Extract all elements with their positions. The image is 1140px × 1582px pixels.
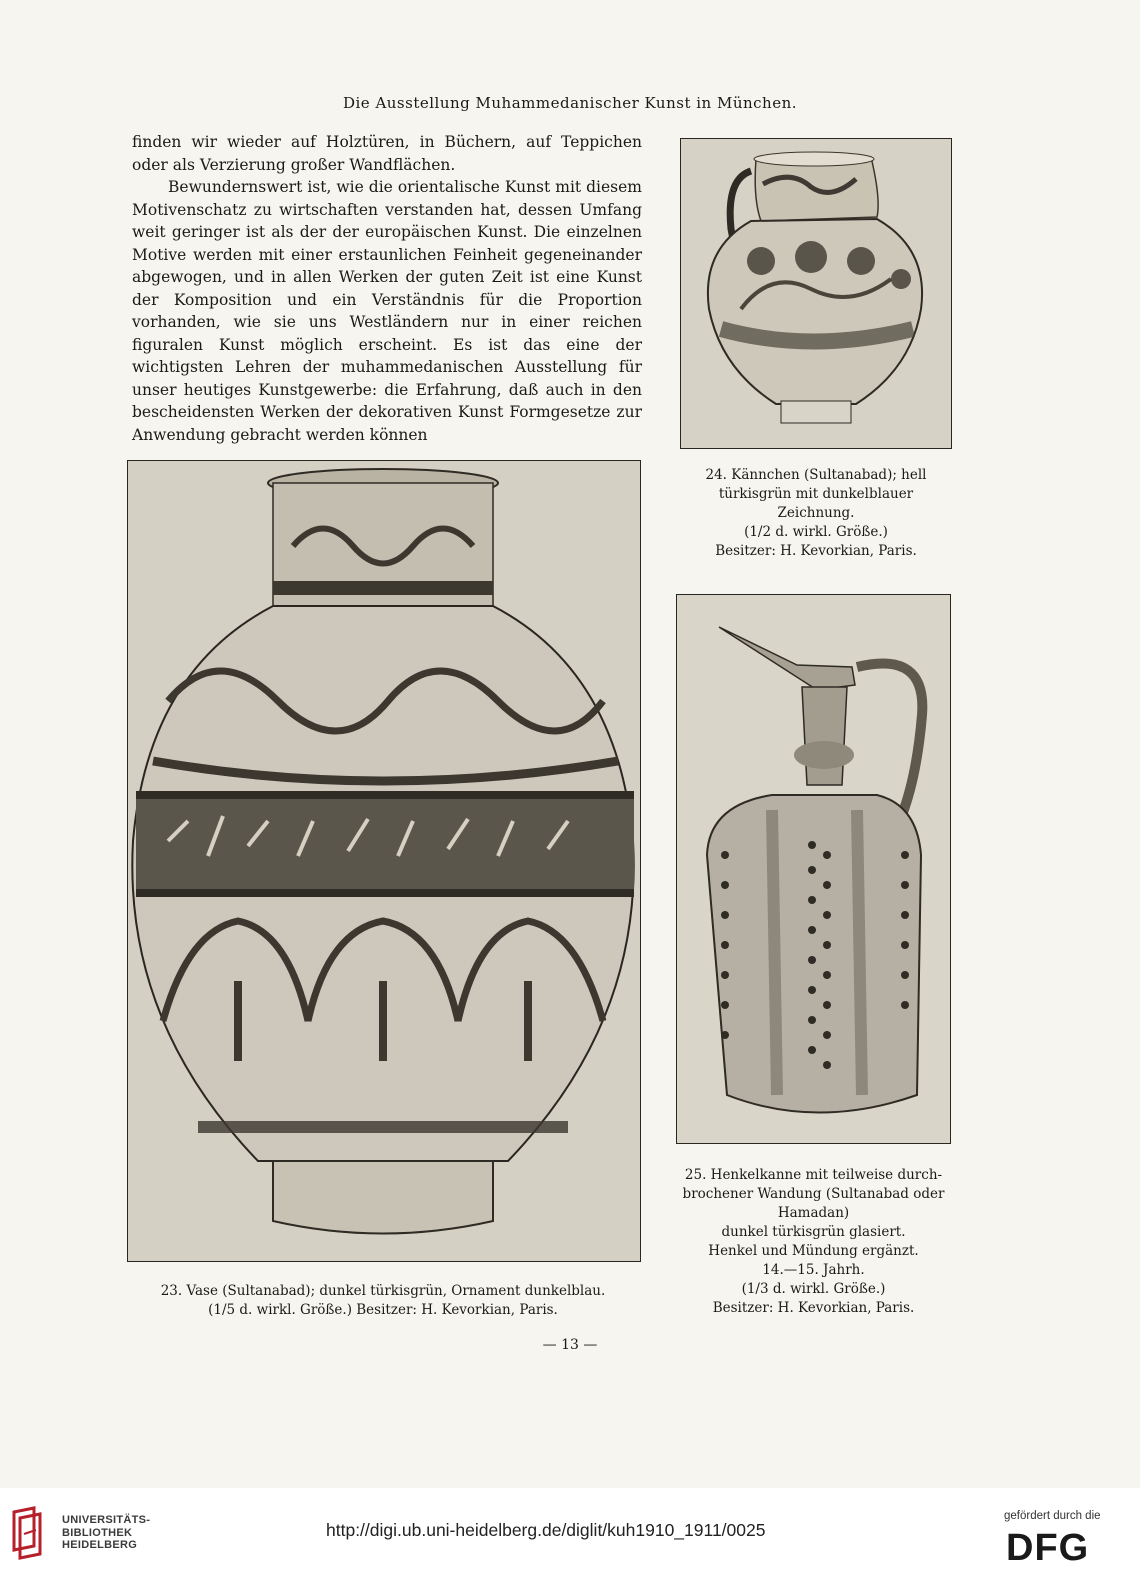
page-number: — 13 — — [542, 1337, 598, 1353]
caption-line: Hamadan) — [777, 1205, 850, 1221]
caption-line: (1/5 d. wirkl. Größe.) Besitzer: H. Kevorkian, Paris. — [208, 1302, 558, 1318]
caption-line: 14.—15. Jahrh. — [762, 1262, 865, 1278]
body-text — [132, 131, 642, 446]
paragraph-1: finden wir wieder auf Holztüren, in Büchern, auf Teppichen oder als Verzierung großer Wandflächen. — [132, 133, 642, 174]
caption-line: 25. Henkelkanne mit teilweise durch- — [684, 1167, 943, 1183]
university-library-logo-icon[interactable] — [12, 1506, 44, 1566]
institution-name[interactable] — [62, 1514, 150, 1552]
figure-24-caption — [680, 466, 952, 561]
ewer-illustration — [677, 595, 950, 1143]
running-header — [0, 94, 1140, 112]
caption-line: dunkel türkisgrün glasiert. — [721, 1224, 906, 1240]
caption-line: brochener Wandung (Sultanabad oder — [682, 1186, 945, 1202]
figure-25-caption — [676, 1166, 951, 1318]
caption-line: Besitzer: H. Kevorkian, Paris. — [715, 543, 917, 559]
paragraph-2: Bewundernswert ist, wie die orientalische Kunst mit diesem Motivenschatz zu wirtschaften verstanden hat, dessen Umfang weit geringer ist als der der europäischen Kunst. Die einzelnen Motive werden mit einer erstaunlichen Feinheit gegeneinander abgewogen, und in allen Werken der guten Zeit ist eine Kunst der Komposition und ein Verständnis für die Proportion vorhanden, wie sie uns Westländern nur in einer reichen figuralen Kunst möglich erscheint. Es ist das eine der wichtigsten Lehren der muhammedanischen Ausstellung für unser heutiges Kunstgewerbe: die Erfahrung, daß auch in den bescheidensten Werken der dekorativen Kunst Formgesetze zur Anwendung gebracht werden können — [132, 178, 642, 444]
funding-note: gefördert durch die — [1004, 1510, 1101, 1522]
jug-illustration — [681, 139, 951, 448]
vase-illustration — [128, 461, 640, 1261]
caption-line: 23. Vase (Sultanabad); dunkel türkisgrün, Ornament dunkelblau. — [160, 1283, 606, 1299]
caption-line: Henkel und Mündung ergänzt. — [708, 1243, 919, 1259]
caption-line: Besitzer: H. Kevorkian, Paris. — [712, 1300, 915, 1316]
institution-line: UNIVERSITÄTS- — [62, 1514, 151, 1526]
figure-24-photo — [680, 138, 952, 449]
institution-line: BIBLIOTHEK — [62, 1526, 133, 1539]
permalink-url[interactable]: http://digi.ub.uni-heidelberg.de/diglit/kuh1910_1911/0025 — [326, 1520, 766, 1540]
caption-line: (1/2 d. wirkl. Größe.) — [744, 524, 888, 540]
figure-23-caption — [127, 1282, 639, 1320]
institution-line: HEIDELBERG — [62, 1539, 138, 1551]
running-title: Die Ausstellung Muhammedanischer Kunst in München. — [342, 94, 798, 112]
viewer-footer — [0, 1488, 1140, 1582]
caption-line: türkisgrün mit dunkelblauer Zeichnung. — [718, 486, 914, 521]
figure-23-photo — [127, 460, 641, 1262]
figure-25-photo — [676, 594, 951, 1144]
caption-line: 24. Kännchen (Sultanabad); hell — [705, 467, 927, 483]
dfg-logo[interactable]: DFG — [1006, 1527, 1090, 1569]
caption-line: (1/3 d. wirkl. Größe.) — [741, 1281, 886, 1297]
